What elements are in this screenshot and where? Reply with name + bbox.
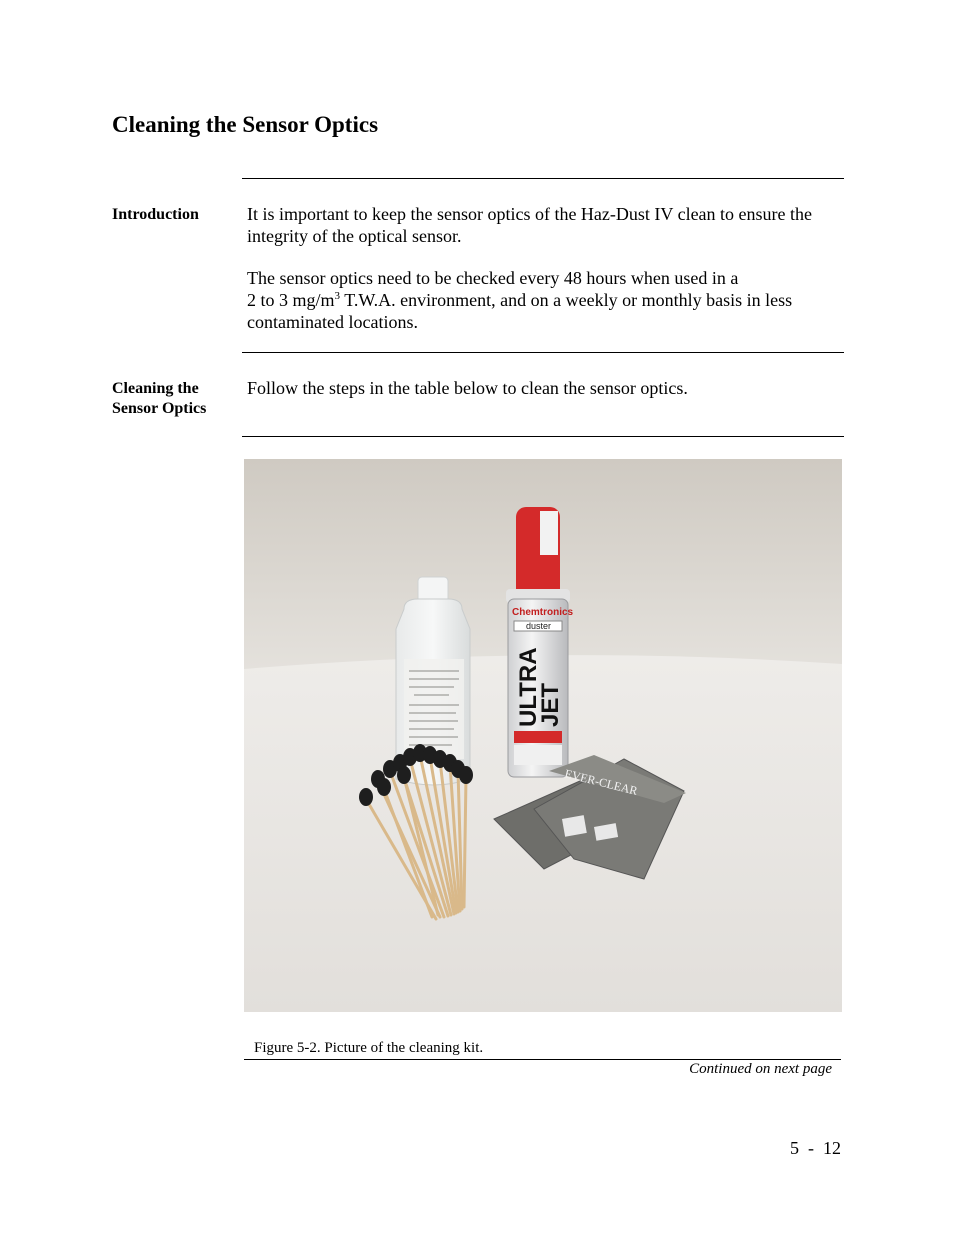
cleaning-kit-illustration xyxy=(244,459,842,1012)
continued-note: Continued on next page xyxy=(689,1061,832,1077)
caption-divider xyxy=(244,1059,841,1060)
introduction-label: Introduction xyxy=(112,206,199,223)
section-divider xyxy=(242,352,844,353)
can-brand: Chemtronics xyxy=(512,607,574,618)
can-name-1: ULTRA xyxy=(515,647,542,727)
cleaning-body: Follow the steps in the table below to clean the sensor optics. xyxy=(247,378,688,398)
section-divider xyxy=(242,178,844,179)
introduction-body xyxy=(247,203,847,333)
introduction-paragraph-2: The sensor optics need to be checked every 48 hours when used in a 2 to 3 $mg/m^3$ T.W.A. environment, and on a weekly or monthly basis in less contaminated locations. xyxy=(247,268,793,332)
can-subtitle: duster xyxy=(526,621,552,631)
cleaning-label: Cleaning the Sensor Optics xyxy=(112,380,207,417)
section-divider xyxy=(242,436,844,437)
pouch-brand: EVER-CLEAR xyxy=(563,766,640,798)
cleaning-kit-photo xyxy=(244,459,842,1012)
page-title: Cleaning the Sensor Optics xyxy=(112,112,379,137)
introduction-paragraph-1: It is important to keep the sensor optics of the Haz-Dust IV clean to ensure the integrity of the optical sensor. xyxy=(247,204,813,246)
figure-caption: Figure 5-2. Picture of the cleaning kit. xyxy=(254,1040,484,1056)
can-name-2: JET xyxy=(537,682,564,727)
page-number: 5 - 12 xyxy=(790,1138,841,1158)
